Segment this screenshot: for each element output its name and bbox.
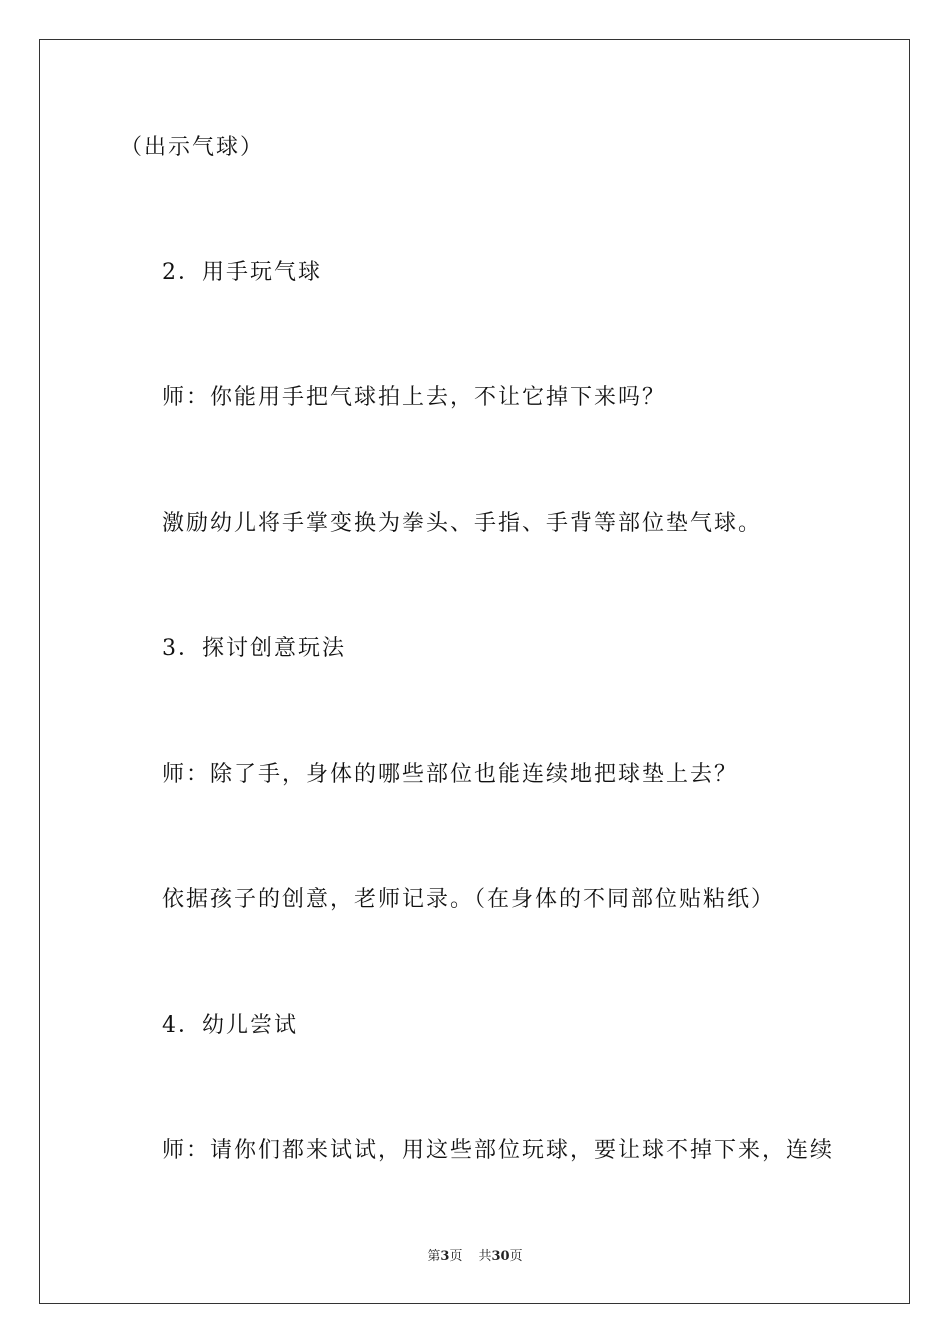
page-number: 3 xyxy=(440,1249,450,1264)
page-footer xyxy=(0,1248,950,1266)
line-show-balloon: （出示气球） xyxy=(120,135,265,160)
teacher-instruction-3: 师：请你们都来试试，用这些部位玩球，要让球不掉下来，连续 xyxy=(162,1138,835,1163)
teacher-question-2: 师：除了手，身体的哪些部位也能连续地把球垫上去？ xyxy=(162,762,739,787)
page-prefix: 第 xyxy=(427,1249,441,1264)
total-pages: 30 xyxy=(491,1249,510,1264)
page-suffix: 页 xyxy=(449,1249,463,1264)
teacher-question-1: 师：你能用手把气球拍上去，不让它掉下来吗？ xyxy=(162,385,667,410)
total-prefix: 共 xyxy=(478,1249,492,1264)
heading-children-try: 4．幼儿尝试 xyxy=(162,1013,298,1038)
heading-play-with-hands: 2．用手玩气球 xyxy=(162,260,322,285)
record-line: 依据孩子的创意，老师记录。（在身体的不同部位贴粘纸） xyxy=(162,887,776,912)
heading-creative-play: 3．探讨创意玩法 xyxy=(162,636,346,661)
instruction-line: 激励幼儿将手掌变换为拳头、手指、手背等部位垫气球。 xyxy=(162,511,763,536)
page-border xyxy=(39,39,910,1304)
total-suffix: 页 xyxy=(509,1249,523,1264)
